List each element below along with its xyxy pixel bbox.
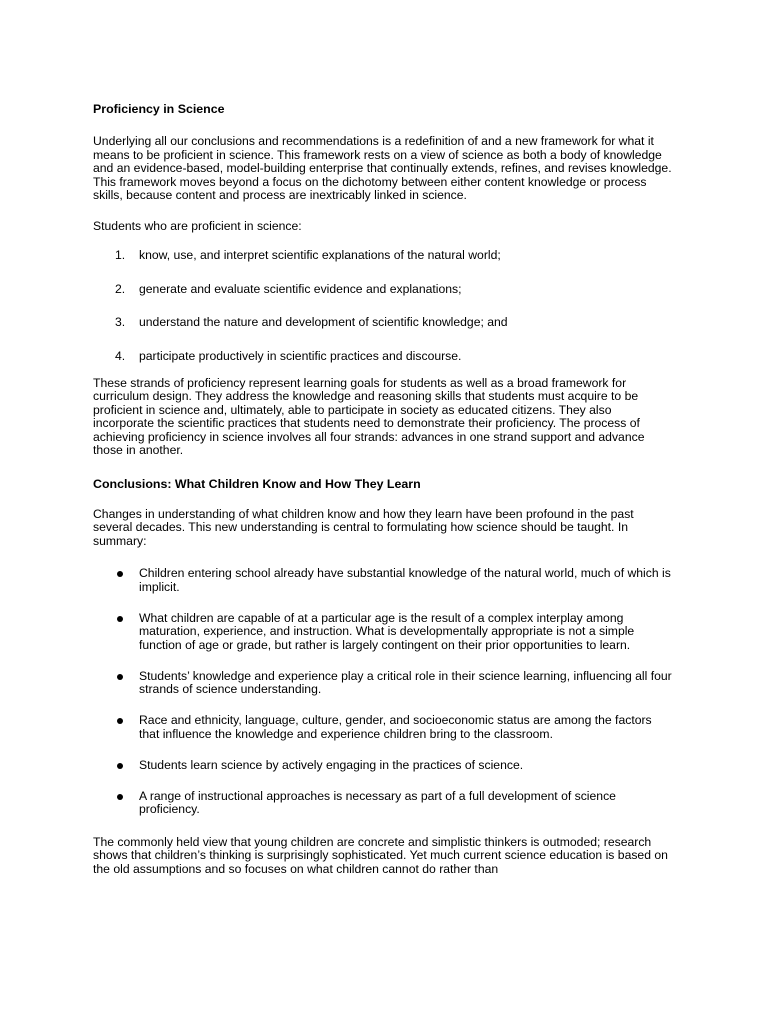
strand-number: 1.: [115, 248, 126, 262]
bullet-item: [93, 567, 673, 594]
document-page: [93, 102, 673, 876]
strand-item: [93, 283, 673, 317]
section-title-conclusions: Conclusions: What Children Know and How They Learn: [93, 476, 421, 491]
bullet-icon: [117, 571, 123, 577]
conclusions-intro-paragraph: Changes in understanding of what children know and how they learn have been profound in the past several decades. This new understanding is central to formulating how science should be taught. In summary:: [93, 506, 634, 548]
bullet-text: Students’ knowledge and experience play a critical role in their science learning, influencing all four strands of science understanding.: [139, 668, 672, 696]
strand-text: generate and evaluate scientific evidence and explanations;: [139, 281, 462, 296]
conclusions-closing-paragraph: The commonly held view that young children are concrete and simplistic thinkers is outmoded; research shows that children’s thinking is surprisingly sophisticated. Yet much current science education is based on the old assumptions and so focuses on what children cannot do rather than: [93, 834, 668, 876]
strand-text: know, use, and interpret scientific explanations of the natural world;: [139, 248, 501, 262]
strand-item: [93, 316, 673, 350]
bullet-item: [93, 612, 673, 653]
strand-number: 3.: [115, 315, 126, 329]
strand-number: 4.: [115, 348, 126, 363]
strand-item: [93, 249, 673, 283]
bullet-item: [93, 790, 673, 817]
bullet-item: [93, 670, 673, 697]
bullet-text: A range of instructional approaches is necessary as part of a full development of science proficiency.: [139, 788, 616, 816]
strands-closing-paragraph: These strands of proficiency represent learning goals for students as well as a broad framework for curriculum design. They address the knowledge and reasoning skills that students must acquire to be proficient in science and, ultimately, able to participate in society as educated citizens. They also incorporate the scientific practices that students need to demonstrate their proficiency. The process of achieving proficiency in science involves all four strands: advances in one strand support and advance those in another.: [93, 375, 645, 457]
bullet-text: Race and ethnicity, language, culture, gender, and socioeconomic status are among the factors that influence the knowledge and experience children bring to the classroom.: [139, 713, 652, 741]
strand-item: [93, 350, 673, 377]
bullet-icon: [117, 616, 123, 622]
bullet-text: Children entering school already have substantial knowledge of the natural world, much of which is implicit.: [139, 566, 671, 594]
intro-paragraph: Underlying all our conclusions and recommendations is a redefinition of and a new framework for what it means to be proficient in science. This framework rests on a view of science as both a body of knowledge and an evidence-based, model-building enterprise that continually extends, refines, and revises knowledge. This framework moves beyond a focus on the dichotomy between either content knowledge or process skills, because content and process are inextricably linked in science.: [93, 134, 672, 202]
conclusions-bullet-list: [93, 567, 673, 817]
bullet-icon: [117, 718, 123, 724]
strand-number: 2.: [115, 281, 126, 296]
section-title-proficiency: Proficiency in Science: [93, 102, 225, 116]
strands-list: [93, 249, 673, 377]
bullet-item: [93, 714, 673, 741]
bullet-item: [93, 759, 673, 773]
bullet-text: Students learn science by actively engaging in the practices of science.: [139, 757, 524, 772]
bullet-icon: [117, 674, 123, 680]
strand-text: participate productively in scientific practices and discourse.: [139, 348, 462, 363]
strands-lead: Students who are proficient in science:: [93, 218, 302, 233]
bullet-icon: [117, 794, 123, 800]
bullet-text: What children are capable of at a particular age is the result of a complex interplay among maturation, experience, and instruction. What is developmentally appropriate is not a simple function of age or grade, but rather is largely contingent on their prior opportunities to learn.: [139, 610, 635, 652]
bullet-icon: [117, 763, 123, 769]
strand-text: understand the nature and development of scientific knowledge; and: [139, 315, 508, 329]
